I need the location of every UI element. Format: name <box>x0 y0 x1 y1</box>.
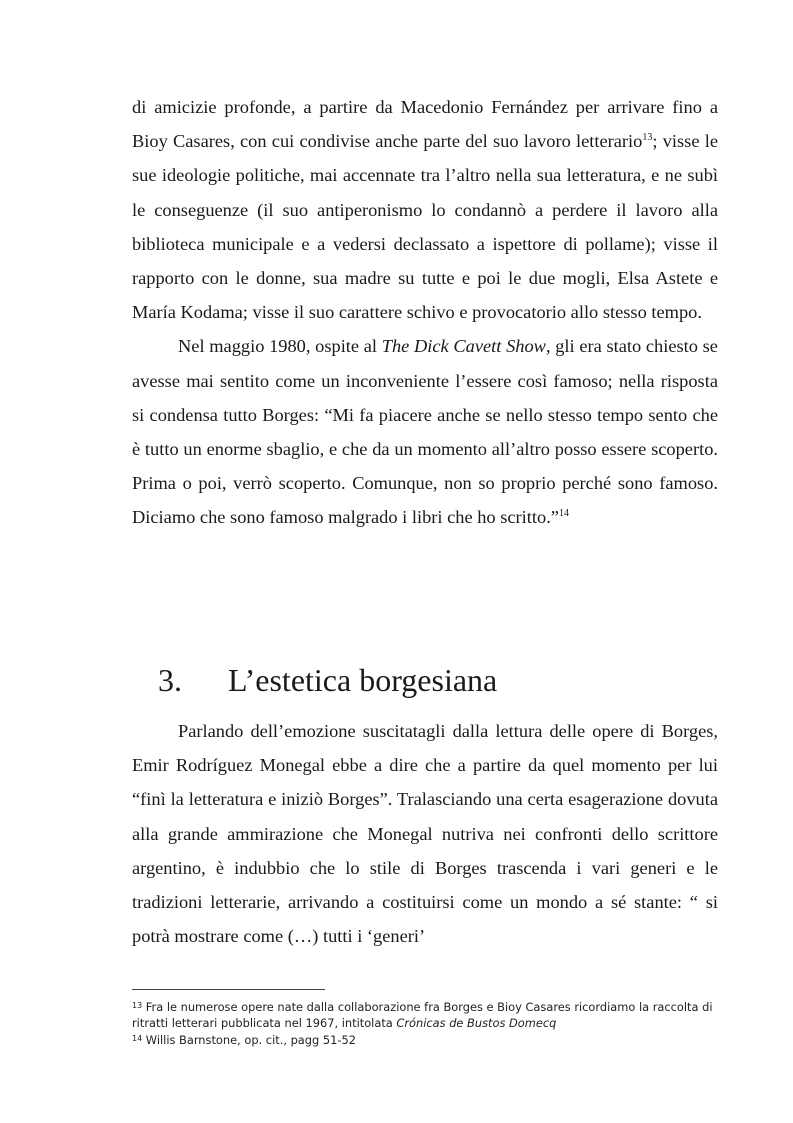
show-title: The Dick Cavett Show <box>381 336 546 357</box>
section-number: 3. <box>158 662 182 698</box>
body-text-section <box>132 714 718 953</box>
paragraph-1-text-cont: ; visse le sue ideologie politiche, mai accennate tra l’altro nella sua letteratura, e ne subì le conseguenze (il suo antiperonismo lo condannò a perdere il lavoro alla biblioteca municipale e a vedersi declassato a ispettore di pollame); visse il rapporto con le donne, sua madre su tutte e poi le due mogli, Elsa Astete e María Kodama; visse il suo carattere schivo e provocatorio allo stesso tempo. <box>132 131 718 323</box>
section-heading <box>158 660 497 700</box>
footnote-ref-13[interactable]: 13 <box>642 132 653 144</box>
footnote-ref-14[interactable]: 14 <box>558 508 569 520</box>
paragraph-3: Parlando dell’emozione suscitatagli dalla lettura delle opere di Borges, Emir Rodríguez Monegal ebbe a dire che a partire da quel momento per lui “finì la letteratura e iniziò Borges”. Tralasciando una certa esagerazione dovuta alla grande ammirazione che Monegal nutriva nei confronti dello scrittore argentino, è indubbio che lo stile di Borges trascenda i vari generi e le tradizioni letterarie, arrivando a costituirsi come un mondo a sé stante: “ si potrà mostrare come (…) tutti i ‘generi’ <box>132 721 718 947</box>
paragraph-2 <box>132 329 718 534</box>
paragraph-1 <box>132 90 718 329</box>
footnote-mark: 13 <box>132 1001 143 1010</box>
footnote-text: Willis Barnstone, op. cit., pagg 51-52 <box>142 1033 356 1047</box>
footnote-13 <box>132 998 722 1031</box>
body-text-top <box>132 90 718 535</box>
section-title: L’estetica borgesiana <box>228 662 498 698</box>
footnotes <box>132 998 722 1049</box>
footnote-14 <box>132 1031 722 1049</box>
paragraph-1-text: di amicizie profonde, a partire da Macedonio Fernández per arrivare fino a Bioy Casares, con cui condivise anche parte del suo lavoro letterario <box>132 97 718 152</box>
footnote-divider <box>132 989 325 990</box>
footnote-mark: 14 <box>132 1034 143 1043</box>
footnote-text: Fra le numerose opere nate dalla collaborazione fra Borges e Bioy Casares ricordiamo la raccolta di ritratti letterari pubblicata nel 1967, intitolata <box>132 1000 713 1030</box>
paragraph-2-text-cont: , gli era stato chiesto se avesse mai sentito come un inconveniente l’essere così famoso; nella risposta si condensa tutto Borges: “Mi fa piacere anche se nello stesso tempo sento che è tutto un enorme sbaglio, e che da un momento all’altro posso essere scoperto. Prima o poi, verrò scoperto. Comunque, non so proprio perché sono famoso. Diciamo che sono famoso malgrado i libri che ho scritto.” <box>132 336 718 528</box>
footnote-italic-title: Crónicas de Bustos Domecq <box>396 1015 557 1030</box>
paragraph-2-text: Nel maggio 1980, ospite al <box>178 336 382 357</box>
